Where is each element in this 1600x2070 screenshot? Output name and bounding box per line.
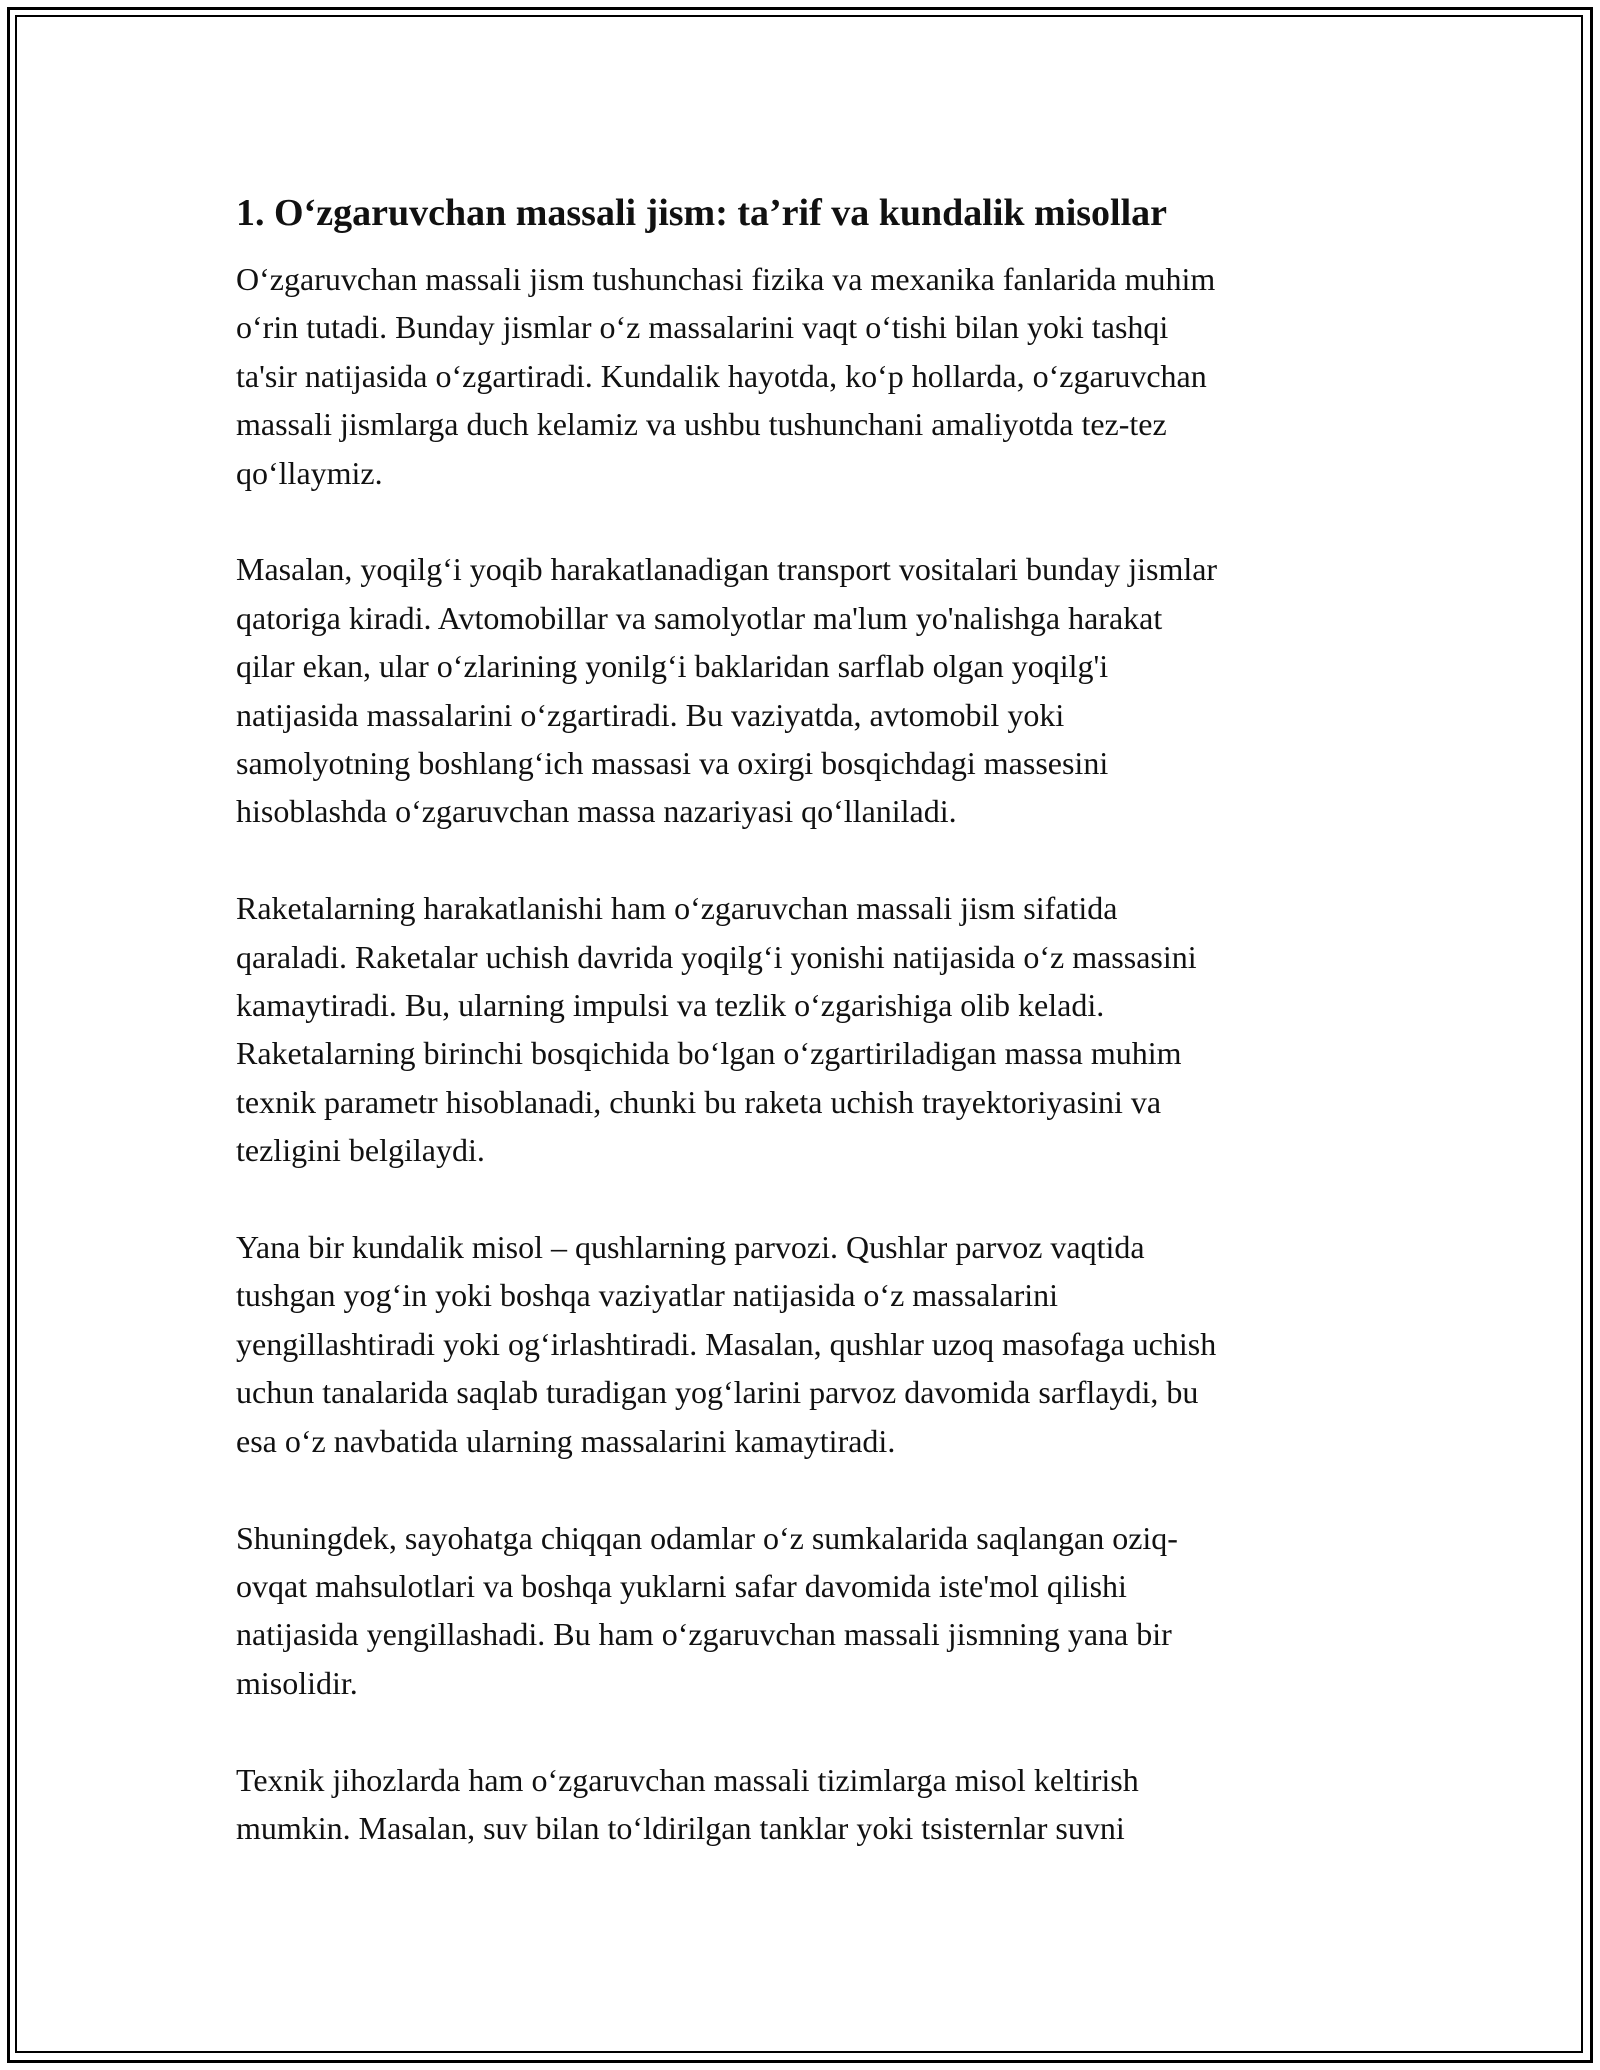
- text-line: tushgan yog‘in yoki boshqa vaziyatlar natijasida o‘z massalarini: [236, 1277, 1058, 1314]
- text-line: texnik parametr hisoblanadi, chunki bu raketa uchish trayektoriyasini va: [236, 1083, 1162, 1120]
- text-line: ta'sir natijasida o‘zgartiradi. Kundalik hayotda, ko‘p hollarda, o‘zgaruvchan: [236, 357, 1207, 394]
- text-line: yengillashtiradi yoki og‘irlashtiradi. Masalan, qushlar uzoq masofaga uchish: [236, 1325, 1217, 1362]
- paragraph-technical: [236, 1756, 1366, 1853]
- text-line: massali jismlarga duch kelamiz va ushbu tushunchani amaliyotda tez-tez: [236, 406, 1167, 443]
- text-line: Yana bir kundalik misol – qushlarning parvozi. Qushlar parvoz vaqtida: [236, 1229, 1145, 1266]
- paragraph-travelers: [236, 1514, 1366, 1708]
- paragraph-definition: [236, 255, 1366, 497]
- text-line: hisoblashda o‘zgaruvchan massa nazariyasi qo‘llaniladi.: [236, 793, 957, 830]
- text-line: O‘zgaruvchan massali jism tushunchasi fizika va mexanika fanlarida muhim: [236, 261, 1216, 297]
- text-line: kamaytiradi. Bu, ularning impulsi va tezlik o‘zgarishiga olib keladi.: [236, 987, 1105, 1024]
- paragraph-birds: [236, 1223, 1366, 1465]
- text-line: Texnik jihozlarda ham o‘zgaruvchan massali tizimlarga misol keltirish: [236, 1761, 1139, 1798]
- text-line: Masalan, yoqilg‘i yoqib harakatlanadigan transport vositalari bunday jismlar: [236, 551, 1218, 588]
- text-line: natijasida yengillashadi. Bu ham o‘zgaruvchan massali jismning yana bir: [236, 1616, 1172, 1653]
- text-line: samolyotning boshlang‘ich massasi va oxirgi bosqichdagi massesini: [236, 745, 1109, 782]
- text-line: Raketalarning birinchi bosqichida bo‘lgan o‘zgartiriladigan massa muhim: [236, 1035, 1182, 1072]
- text-line: qilar ekan, ular o‘zlarining yonilg‘i baklaridan sarflab olgan yoqilg'i: [236, 648, 1109, 685]
- text-line: qaraladi. Raketalar uchish davrida yoqilg‘i yonishi natijasida o‘z massasini: [236, 938, 1197, 975]
- text-line: qo‘llaymiz.: [236, 454, 383, 491]
- section-heading: 1. O‘zgaruvchan massali jism: ta’rif va kundalik misollar: [236, 192, 1168, 234]
- text-line: mumkin. Masalan, suv bilan to‘ldirilgan tanklar yoki tsisternlar suvni: [236, 1809, 1125, 1846]
- text-line: esa o‘z navbatida ularning massalarini kamaytiradi.: [236, 1422, 896, 1459]
- text-line: uchun tanalarida saqlab turadigan yog‘larini parvoz davomida sarflaydi, bu: [236, 1374, 1199, 1411]
- text-line: ovqat mahsulotlari va boshqa yuklarni safar davomida iste'mol qilishi: [236, 1567, 1127, 1604]
- text-line: qatoriga kiradi. Avtomobillar va samolyotlar ma'lum yo'nalishga harakat: [236, 599, 1163, 636]
- text-line: Raketalarning harakatlanishi ham o‘zgaruvchan massali jism sifatida: [236, 890, 1118, 927]
- paragraph-rockets: [236, 884, 1366, 1174]
- text-line: Shuningdek, sayohatga chiqqan odamlar o‘z sumkalarida saqlangan oziq-: [236, 1519, 1178, 1556]
- text-line: o‘rin tutadi. Bunday jismlar o‘z massalarini vaqt o‘tishi bilan yoki tashqi: [236, 309, 1169, 346]
- paragraph-transport: [236, 545, 1366, 835]
- text-line: misolidir.: [236, 1664, 358, 1701]
- text-line: tezligini belgilaydi.: [236, 1132, 485, 1169]
- text-line: natijasida massalarini o‘zgartiradi. Bu vaziyatda, avtomobil yoki: [236, 696, 1065, 733]
- document-body: [236, 185, 1366, 1901]
